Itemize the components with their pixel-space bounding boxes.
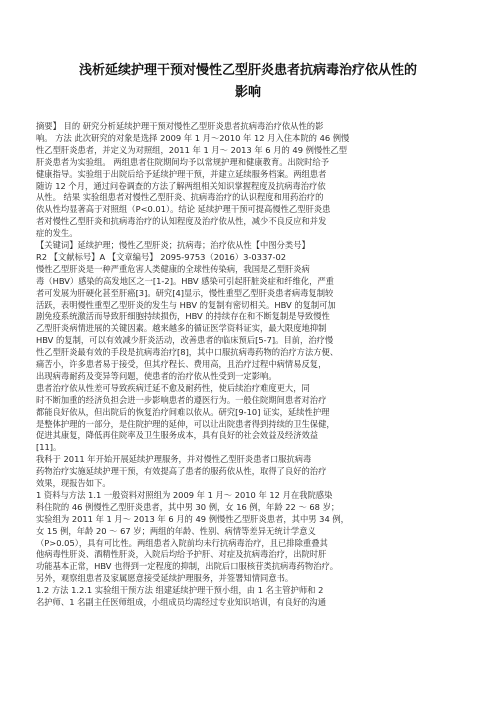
article-title-line-1: 浅析延续护理干预对慢性乙型肝炎患者抗病毒治疗依从性的 xyxy=(78,63,417,78)
body-text-line: 患者治疗依从性差可导致疾病迁延不愈及耐药性，使后续治疗难度更大，同 xyxy=(36,382,310,393)
body-text-line: 药物治疗实施延续护理干预，有效提高了患者的服药依从性，取得了良好的治疗 xyxy=(36,466,327,477)
body-text-line: 剧免疫系统激活而导致肝细胞持续损伤，HBV 的持续存在和不断复制是导致慢性 xyxy=(36,311,330,322)
body-text-line: 科住院的 46 例慢性乙型肝炎患者，其中男 30 例，女 16 例，年龄 22 ～ 68 岁； xyxy=(36,501,340,512)
body-text-line: 摘要】 目的 研究分析延续护理干预对慢性乙型肝炎患者抗病毒治疗依从性的影 xyxy=(36,121,324,131)
body-text-line: [11]。 xyxy=(36,442,62,453)
body-text-line: 肝炎患者为实验组。 两组患者住院期间均予以常规护理和健康教育。出院时给予 xyxy=(36,156,330,167)
body-text-line: 者可发展为肝硬化甚至肝癌[3]。研究[4]显示，慢性重型乙型肝炎患者病毒复制较 xyxy=(36,287,334,298)
body-text-line: 毒（HBV）感染的高发地区之一[1-2]。HBV 感染可引起肝脏炎症和纤维化，严重 xyxy=(36,275,334,286)
body-text-line: 效果，现报告如下。 xyxy=(36,478,111,488)
body-text-line: 症的发生。 xyxy=(36,228,78,239)
body-text-line: HBV 的复制，可以有效减少肝炎活动，改善患者的临床预后[5-7]。目前，治疗慢 xyxy=(36,335,334,346)
body-text-line: 依从性均显著高于对照组（P<0.01）。结论 延续护理干预可提高慢性乙型肝炎患 xyxy=(36,204,331,215)
body-text-line: 随访 12 个月，通过问卷调查的方法了解两组相关知识掌握程度及抗病毒治疗依 xyxy=(36,180,326,191)
body-text-line: 我科于 2011 年开始开展延续护理服务，并对慢性乙型肝炎患者口服抗病毒 xyxy=(36,454,312,465)
body-text-line: 促进其康复，降低再住院率及卫生服务成本，具有良好的社会效益及经济效益 xyxy=(36,430,319,441)
body-text-line: 1.2 方法 1.2.1 实验组干预方法 组建延续护理干预小组，由 1 名主管护师和 2 xyxy=(36,585,324,596)
body-text-line: 慢性乙型肝炎是一种严重危害人类健康的全球性传染病，我国是乙型肝炎病 xyxy=(36,263,310,274)
body-text-line: 都能良好依从，但出院后的恢复治疗间难以依从。研究[9-10] 证实，延续性护理 xyxy=(36,406,330,417)
body-text-line: 乙型肝炎病情进展的关键因素。越来越多的循证医学资料证实，最大限度地抑制 xyxy=(36,323,327,334)
body-text-line: 性乙型肝炎患者，并定义为对照组，2011 年 1 月～ 2013 年 6 月的 49 例慢性乙型 xyxy=(36,144,348,155)
body-text-line: 痛苦小，许多患者易于接受，但其疗程长、费用高，且治疗过程中病情易反复， xyxy=(36,359,327,369)
body-text-line: 时不断加重的经济负担会进一步影响患者的遵医行为。一般住院期间患者对治疗 xyxy=(36,394,327,405)
body-text-line: 他病毒性肝炎、酒精性肝炎，入院后均给予护肝、对症及抗病毒治疗，出院时肝 xyxy=(36,549,327,560)
body-text-line: 另外，观察组患者及家属愿意接受延续护理服务，并签署知情同意书。 xyxy=(36,573,294,584)
body-text-line: （P>0.05），具有可比性。两组患者入院前均未行抗病毒治疗，且已排除重叠其 xyxy=(36,537,328,548)
body-text-line: R2 【文献标号】A 【文章编号】 2095-9753（2016）3-0337-02 xyxy=(36,251,287,262)
body-text-line: 功能基本正常，HBV 也得到一定程度的抑制，出院后口服核苷类抗病毒药物治疗。 xyxy=(36,561,339,572)
body-text-line: 出现病毒耐药及变异等问题，使患者的治疗依从性受到一定影响。 xyxy=(36,370,277,381)
body-text-line: 1 资料与方法 1.1 一般资料对照组为 2009 年 1 月～ 2010 年 12 月在我院感染 xyxy=(36,489,333,500)
article-title-line-2: 影响 xyxy=(234,85,261,100)
body-text-line: 【关键词】延续护理；慢性乙型肝炎；抗病毒；治疗依从性【中图分类号】 xyxy=(36,240,310,250)
body-text-line: 者对慢性乙型肝炎和抗病毒治疗的认知程度及治疗依从性，减少不良反应和并发 xyxy=(36,216,327,227)
body-text-line: 性乙型肝炎最有效的手段是抗病毒治疗[8]，其中口服抗病毒药物的治疗方法方便、 xyxy=(36,347,339,358)
body-text-line: 是整体护理的一部分，是住院护理的延伸，可以让出院患者得到持续的卫生保健， xyxy=(36,418,335,429)
body-text-line: 响。 方法 此次研究的对象是选择 2009 年 1 月～2010 年 12 月入住本院的 46 例慢 xyxy=(36,132,350,143)
body-text-line: 实验组为 2011 年 1 月～ 2013 年 6 月的 49 例慢性乙型肝炎患者，其中男 34 例， xyxy=(36,513,349,524)
body-text-line: 健康指导。实验组于出院后给予延续护理干预，并建立延续服务档案。两组患者 xyxy=(36,168,327,179)
body-text-line: 从性。 结果 实验组患者对慢性乙型肝炎、抗病毒治疗的认识程度和用药治疗的 xyxy=(36,192,324,203)
body-text-line: 女 15 例，年龄 20 ～ 67 岁；两组的年龄、性别、病情等差异无统计学意义 xyxy=(36,525,316,536)
body-text-line: 活跃，表明慢性重型乙型肝炎的发生与 HBV 的复制有密切相关。HBV 的复制可加 xyxy=(36,299,336,310)
body-text-line: 名护师、1 名副主任医师组成，小组成员均需经过专业知识培训，有良好的沟通 xyxy=(36,597,327,607)
